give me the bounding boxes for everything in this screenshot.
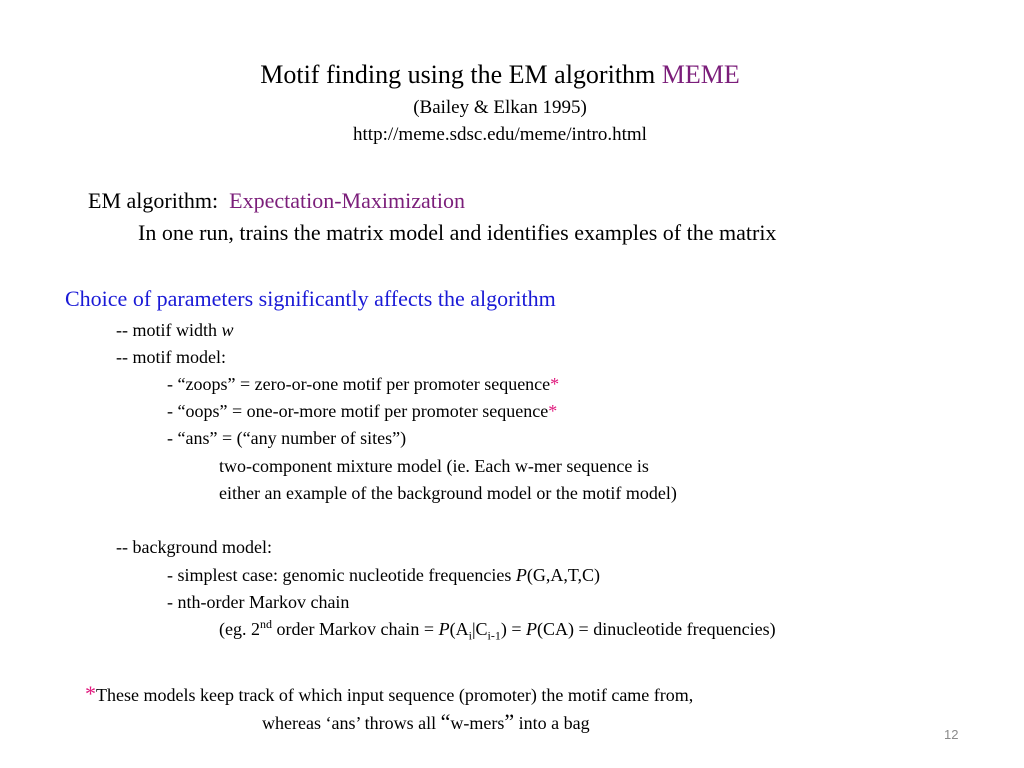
markov-example-line bbox=[219, 617, 776, 643]
ans-sites: any number of sites bbox=[250, 428, 393, 448]
motif-width-var: w bbox=[221, 320, 234, 340]
oops-line bbox=[167, 402, 557, 420]
zoops-close-quote: ” bbox=[227, 374, 236, 394]
example-sup: nd bbox=[259, 617, 272, 631]
ans-sites-close-quote: ” bbox=[392, 428, 401, 448]
simplest-case-p: P bbox=[515, 565, 527, 585]
footnote-text-2b: into a bag bbox=[514, 713, 590, 733]
oops-star: * bbox=[548, 401, 558, 421]
motif-model-label: -- motif model: bbox=[116, 347, 226, 367]
params-heading: Choice of parameters significantly affects the algorithm bbox=[65, 286, 556, 311]
footnote-open-quote: “ bbox=[440, 709, 451, 734]
oops-open-quote: “ bbox=[177, 401, 186, 421]
simplest-case-line bbox=[167, 566, 600, 584]
title-accent: MEME bbox=[661, 60, 740, 89]
ans-close-paren: ) bbox=[400, 428, 407, 448]
background-model-label: -- background model: bbox=[116, 537, 272, 557]
example-equals: ) = bbox=[500, 619, 527, 639]
simplest-case-args: (G,A,T,C) bbox=[526, 565, 601, 585]
example-suffix: (CA) = dinucleotide frequencies) bbox=[537, 619, 776, 639]
page-number: 12 bbox=[944, 727, 959, 742]
ans-close-quote: ” bbox=[209, 428, 218, 448]
footnote-star: * bbox=[85, 681, 96, 706]
ans-equals: = ( bbox=[217, 428, 243, 448]
slide-title bbox=[0, 62, 1000, 88]
example-sub-i-1: i-1 bbox=[487, 628, 501, 643]
zoops-line bbox=[167, 375, 559, 393]
ans-line bbox=[167, 429, 406, 447]
oops-definition: = one-or-more motif per promoter sequence bbox=[227, 401, 549, 421]
motif-width-line bbox=[116, 321, 234, 339]
footnote-line-1 bbox=[85, 683, 693, 705]
zoops-open-quote: “ bbox=[177, 374, 186, 394]
em-accent: Expectation-Maximization bbox=[229, 188, 465, 213]
mixture-line-2: either an example of the background model or the motif model) bbox=[219, 483, 677, 503]
example-sub-i: i bbox=[468, 628, 472, 643]
simplest-case-text: - simplest case: genomic nucleotide frequencies bbox=[167, 565, 516, 585]
zoops-word: zoops bbox=[185, 374, 228, 394]
ans-sites-open-quote: “ bbox=[242, 428, 251, 448]
zoops-star: * bbox=[550, 374, 560, 394]
em-description: In one run, trains the matrix model and identifies examples of the matrix bbox=[138, 220, 777, 245]
footnote-line-2 bbox=[262, 711, 590, 733]
example-p1: P bbox=[438, 619, 450, 639]
zoops-definition: = zero-or-one motif per promoter sequence bbox=[235, 374, 551, 394]
footnote-wmers: w-mers bbox=[450, 713, 505, 733]
oops-dash: - bbox=[167, 401, 178, 421]
em-label: EM algorithm: bbox=[88, 188, 219, 213]
title-citation: (Bailey & Elkan 1995) bbox=[413, 97, 587, 118]
example-order: order Markov chain = bbox=[271, 619, 439, 639]
title-main: Motif finding using the EM algorithm bbox=[260, 60, 656, 89]
zoops-dash: - bbox=[167, 374, 178, 394]
oops-word: oops bbox=[185, 401, 220, 421]
footnote-text-1: These models keep track of which input sequence (promoter) the motif came from, bbox=[96, 685, 694, 705]
example-p2: P bbox=[526, 619, 538, 639]
motif-width-prefix: -- motif width bbox=[116, 320, 217, 340]
markov-chain-line: - nth-order Markov chain bbox=[167, 592, 350, 612]
example-c: |C bbox=[471, 619, 488, 639]
title-url: http://meme.sdsc.edu/meme/intro.html bbox=[353, 124, 647, 145]
ans-open-quote: “ bbox=[177, 428, 186, 448]
em-line bbox=[88, 190, 465, 212]
ans-dash: - bbox=[167, 428, 178, 448]
example-a: (A bbox=[449, 619, 469, 639]
footnote-text-2a: whereas ‘ans’ throws all bbox=[262, 713, 441, 733]
mixture-line-1: two-component mixture model (ie. Each w-mer sequence is bbox=[219, 456, 649, 476]
footnote-close-quote: ” bbox=[504, 709, 515, 734]
ans-word: ans bbox=[185, 428, 210, 448]
example-prefix: (eg. 2 bbox=[219, 619, 260, 639]
oops-close-quote: ” bbox=[219, 401, 228, 421]
